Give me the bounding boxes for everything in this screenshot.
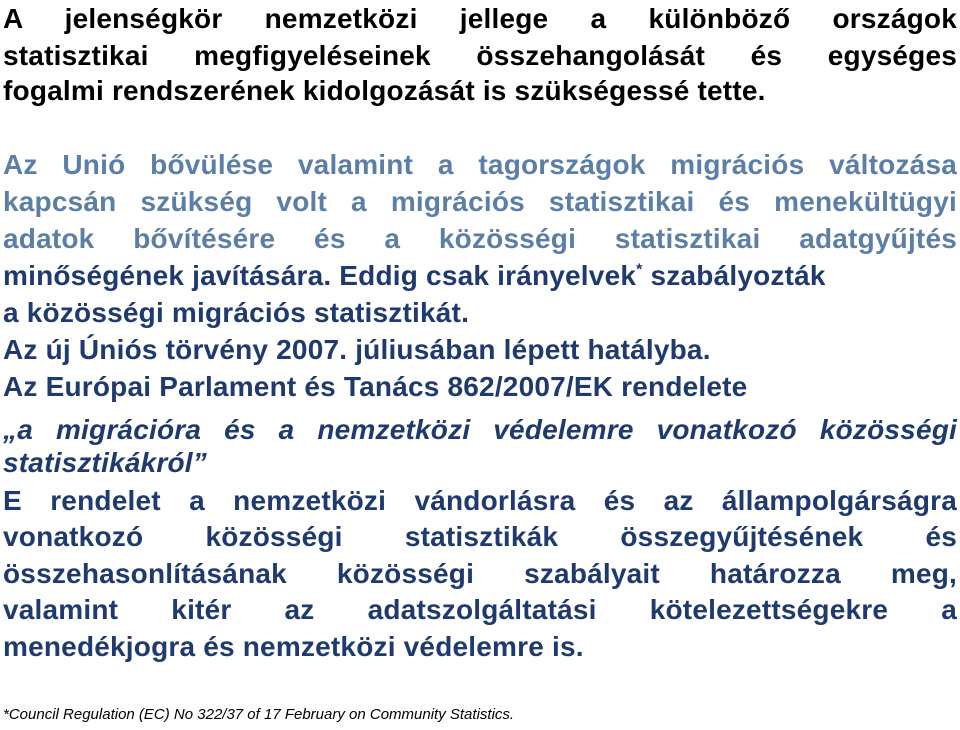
text-line: vonatkozó közösségi statisztikák összegyűjtésének és xyxy=(3,521,957,552)
text-line: statisztikai megfigyeléseinek összehangolását és egységes xyxy=(3,40,957,71)
text-line: Az Unió bővülése valamint a tagországok migrációs változása xyxy=(3,149,957,180)
footnote-mark: * xyxy=(636,261,643,279)
text-line: menedékjogra és nemzetközi védelemre is. xyxy=(3,631,584,662)
text-line: Az új Úniós törvény 2007. júliusában lépett hatályba. xyxy=(3,334,711,365)
text-line: összehasonlításának közösségi szabályait határozza meg, xyxy=(3,558,957,589)
text-line: adatok bővítésére és a közösségi statisztikai adatgyűjtés xyxy=(3,223,957,254)
text-segment: szabályozták xyxy=(642,260,826,291)
text-line: valamint kitér az adatszolgáltatási kötelezettségekre a xyxy=(3,594,957,625)
text-segment: minőségének javítására. Eddig csak irányelvek xyxy=(3,260,637,291)
text-line: statisztikákról” xyxy=(3,447,207,478)
text-line: A jelenségkör nemzetközi jellege a különböző országok xyxy=(3,3,957,34)
text-line: Az Európai Parlament és Tanács 862/2007/EK rendelete xyxy=(3,371,748,402)
text-line: E rendelet a nemzetközi vándorlásra és az állampolgárságra xyxy=(3,485,957,516)
text-line: kapcsán szükség volt a migrációs statisztikai és menekültügyi xyxy=(3,186,957,217)
text-line: „a migrációra és a nemzetközi védelemre vonatkozó közösségi xyxy=(3,414,957,445)
footnote: *Council Regulation (EC) No 322/37 of 17 February on Community Statistics. xyxy=(3,706,515,723)
text-line-with-footnote-mark xyxy=(3,259,826,293)
text-line: fogalmi rendszerének kidolgozását is szükségessé tette. xyxy=(3,75,766,106)
text-line: a közösségi migrációs statisztikát. xyxy=(3,297,470,328)
